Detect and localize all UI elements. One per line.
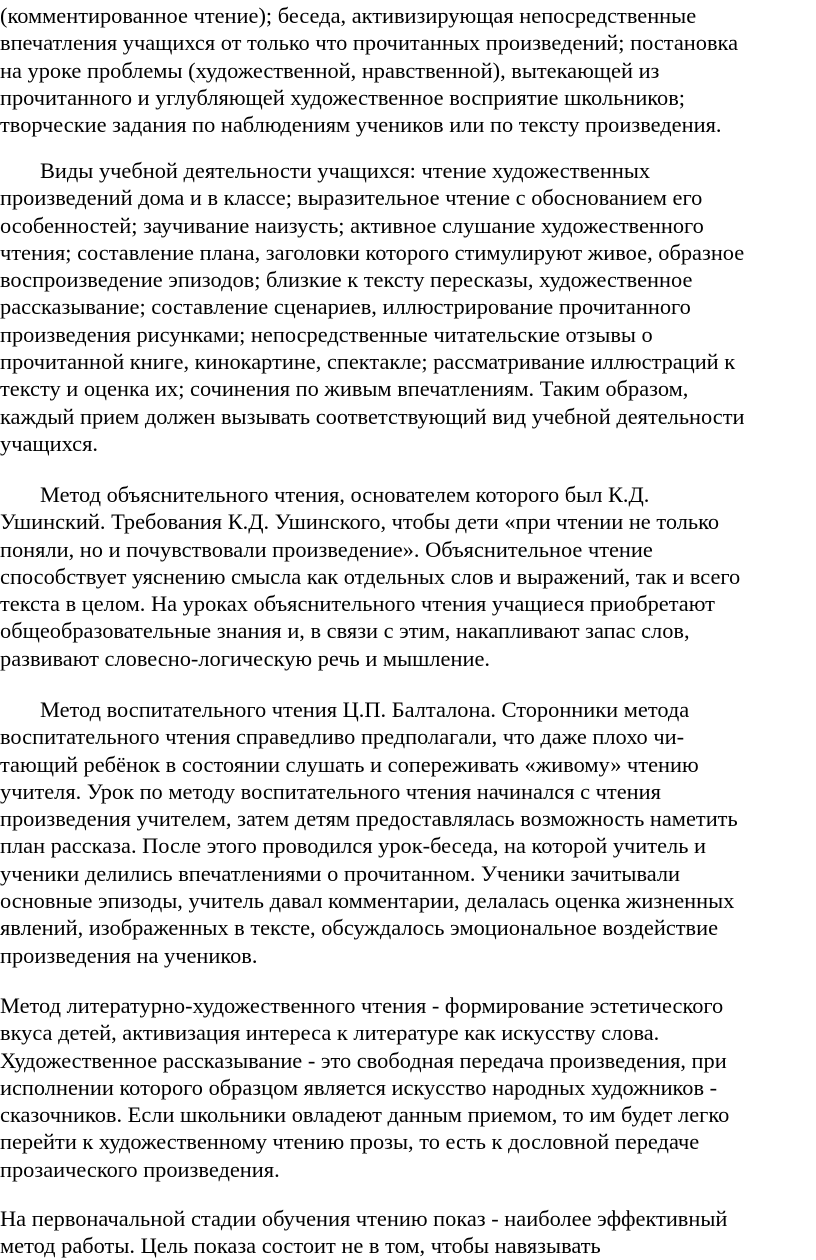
text-line: Ушинский. Требования К.Д. Ушинского, чтобы дети «при чтении не только — [0, 509, 720, 535]
paragraph-4 — [0, 696, 816, 969]
text-line: Метод воспитательного чтения Ц.П. Балталона. Сторонники метода — [40, 697, 690, 722]
text-line: поняли, но и почувствовали произведение». Объяснительное чтение — [0, 536, 653, 562]
text-line: Художественное рассказывание - это свободная передача произведения, при — [0, 1047, 727, 1073]
text-line: тающий ребёнок в состоянии слушать и сопереживать «живому» чтению — [0, 751, 699, 777]
text-line: творческие задания по наблюдениям учеников или по тексту произведения. — [0, 112, 722, 138]
paragraph-6 — [0, 1205, 816, 1260]
text-line: На первоначальной стадии обучения чтению показ - наиболее эффективный — [0, 1206, 728, 1231]
text-line: прозаического произведения. — [0, 1156, 280, 1182]
text-line: рассказывание; составление сценариев, иллюстрирование прочитанного — [0, 294, 691, 320]
text-line: воспроизведение эпизодов; близкие к тексту пересказы, художественное — [0, 267, 693, 293]
text-line: прочитанного и углубляющей художественное восприятие школьников; — [0, 84, 686, 110]
text-line: (комментированное чтение); беседа, активизирующая непосредственные — [0, 3, 697, 28]
text-line: прочитанной книге, кинокартине, спектакле; рассматривание иллюстраций к — [0, 349, 736, 375]
text-line: произведений дома и в классе; выразительное чтение с обоснованием его — [0, 185, 703, 211]
text-line: способствует уяснению смысла как отдельных слов и выражений, так и всего — [0, 563, 741, 589]
text-line: воспитательного чтения справедливо предполагали, что даже плохо чи- — [0, 724, 685, 750]
paragraph-2 — [0, 157, 816, 457]
text-line: учителя. Урок по методу воспитательного чтения начинался с чтения — [0, 778, 661, 804]
text-line: особенностей; заучивание наизусть; активное слушание художественного — [0, 212, 704, 238]
text-line: Метод объяснительного чтения, основателем которого был К.Д. — [40, 482, 650, 507]
text-line: Виды учебной деятельности учащихся: чтение художественных — [40, 158, 651, 183]
text-line: план рассказа. После этого проводился урок-беседа, на которой учитель и — [0, 833, 706, 859]
text-line: тексту и оценка их; сочинения по живым впечатлениям. Таким образом, — [0, 376, 689, 402]
text-line: сказочников. Если школьники овладеют данным приемом, то им будет легко — [0, 1102, 730, 1128]
text-line: произведения на учеников. — [0, 942, 258, 968]
text-line: чтения; составление плана, заголовки которого стимулируют живое, образное — [0, 239, 745, 265]
text-line: явлений, изображенных в тексте, обсуждалось эмоциональное воздействие — [0, 915, 719, 941]
text-line: произведения учителем, затем детям предоставлялась возможность наметить — [0, 806, 738, 832]
text-line: каждый прием должен вызывать соответствующий вид учебной деятельности — [0, 403, 745, 429]
text-line: на уроке проблемы (художественной, нравственной), вытекающей из — [0, 57, 660, 83]
text-line: перейти к художественному чтению прозы, то есть к дословной передаче — [0, 1129, 700, 1155]
text-line: метод работы. Цель показа состоит не в том, чтобы навязывать — [0, 1233, 601, 1259]
text-line: текста в целом. На уроках объяснительного чтения учащиеся приобретают — [0, 591, 715, 617]
text-line: вкуса детей, активизация интереса к литературе как искусству слова. — [0, 1020, 660, 1046]
text-line: ученики делились впечатлениями о прочитанном. Ученики зачитывали — [0, 860, 681, 886]
paragraph-1 — [0, 2, 816, 138]
text-line: Метод литературно-художественного чтения - формирование эстетического — [0, 993, 724, 1018]
paragraph-5 — [0, 992, 816, 1183]
paragraph-3 — [0, 481, 816, 672]
text-line: произведения рисунками; непосредственные читательские отзывы о — [0, 321, 653, 347]
text-line: развивают словесно-логическую речь и мышление. — [0, 645, 490, 671]
text-line: исполнении которого образцом является искусство народных художников - — [0, 1074, 718, 1100]
text-line: общеобразовательные знания и, в связи с этим, накапливают запас слов, — [0, 618, 690, 644]
text-line: основные эпизоды, учитель давал комментарии, делалась оценка жизненных — [0, 888, 735, 914]
text-line: впечатления учащихся от только что прочитанных произведений; постановка — [0, 30, 739, 56]
text-line: учащихся. — [0, 430, 99, 456]
